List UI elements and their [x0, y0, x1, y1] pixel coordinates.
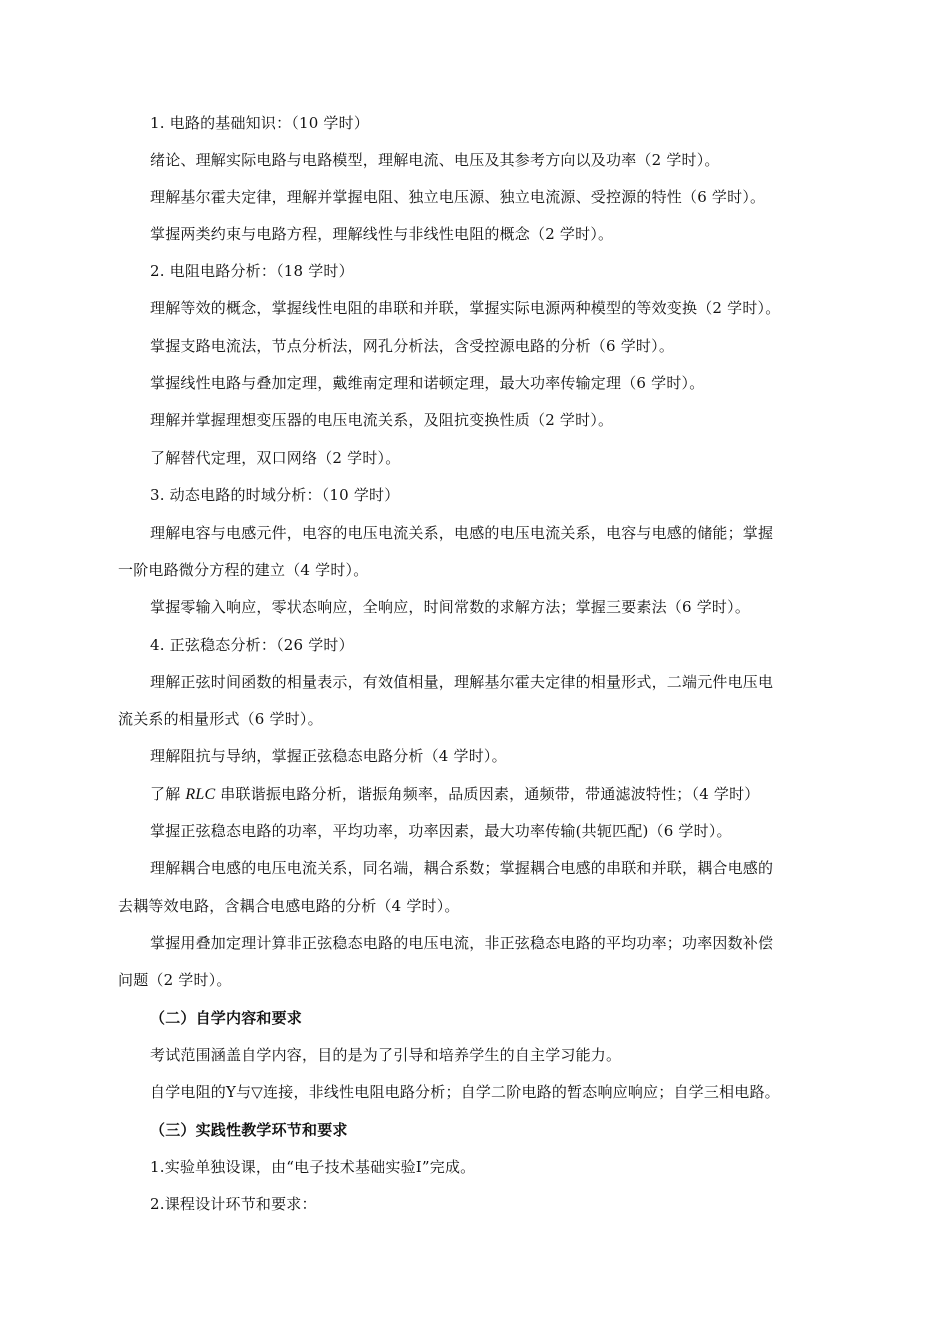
practice-heading: （三）实践性教学环节和要求 [150, 1121, 348, 1139]
section-2-title: 2. 电阻电路分析：（18 学时） [150, 262, 354, 280]
section-3-item: 理解电容与电感元件，电容的电压电流关系，电感的电压电流关系，电容与电感的储能；掌握 [150, 524, 774, 542]
rlc-term: RLC [185, 786, 216, 803]
section-2-item: 掌握线性电路与叠加定理，戴维南定理和诺顿定理，最大功率传输定理（6 学时）。 [150, 374, 705, 392]
self-study-heading: （二）自学内容和要求 [150, 1009, 303, 1027]
section-2-item: 理解等效的概念，掌握线性电阻的串联和并联，掌握实际电源两种模型的等效变换（2 学时）。 [150, 299, 781, 317]
section-4-item: 理解阻抗与导纳，掌握正弦稳态电路分析（4 学时）。 [150, 747, 507, 765]
section-4-item: 理解耦合电感的电压电流关系，同名端，耦合系数；掌握耦合电感的串联和并联，耦合电感的 [150, 859, 774, 877]
section-2-item: 掌握支路电流法，节点分析法，网孔分析法，含受控源电路的分析（6 学时）。 [150, 337, 675, 355]
section-1-item: 理解基尔霍夫定律，理解并掌握电阻、独立电压源、独立电流源、受控源的特性（6 学时）。 [150, 188, 766, 206]
section-4-item: 掌握正弦稳态电路的功率，平均功率，功率因素，最大功率传输(共轭匹配)（6 学时）。 [150, 822, 732, 840]
section-4-item-continuation: 流关系的相量形式（6 学时）。 [118, 710, 323, 728]
section-1-item: 绪论、理解实际电路与电路模型，理解电流、电压及其参考方向以及功率（2 学时）。 [150, 151, 720, 169]
section-4-item: 理解正弦时间函数的相量表示，有效值相量，理解基尔霍夫定律的相量形式，二端元件电压电 [150, 673, 774, 691]
section-1-item: 掌握两类约束与电路方程，理解线性与非线性电阻的概念（2 学时）。 [150, 225, 614, 243]
section-4-item: 掌握用叠加定理计算非正弦稳态电路的电压电流，非正弦稳态电路的平均功率；功率因数补偿 [150, 934, 774, 952]
rlc-prefix: 了解 [150, 785, 181, 803]
section-3-title: 3. 动态电路的时域分析：（10 学时） [150, 486, 400, 504]
section-2-item: 理解并掌握理想变压器的电压电流关系，及阻抗变换性质（2 学时）。 [150, 411, 614, 429]
section-1-title: 1. 电路的基础知识：（10 学时） [150, 114, 370, 132]
section-4-item-rlc [150, 784, 760, 805]
section-4-title: 4. 正弦稳态分析：（26 学时） [150, 636, 354, 654]
practice-item: 1.实验单独设课，由“电子技术基础实验Ⅰ”完成。 [150, 1158, 476, 1176]
section-3-item: 掌握零输入响应，零状态响应，全响应，时间常数的求解方法；掌握三要素法（6 学时）。 [150, 598, 751, 616]
section-2-item: 了解替代定理，双口网络（2 学时）。 [150, 449, 401, 467]
section-3-item-continuation: 一阶电路微分方程的建立（4 学时）。 [118, 561, 369, 579]
practice-item: 2.课程设计环节和要求： [150, 1195, 317, 1213]
section-4-item-continuation: 问题（2 学时）。 [118, 971, 232, 989]
section-4-item-continuation: 去耦等效电路，含耦合电感电路的分析（4 学时）。 [118, 897, 460, 915]
self-study-item: 自学电阻的Y与▽连接，非线性电阻电路分析；自学二阶电路的暂态响应响应；自学三相电路。 [150, 1083, 780, 1101]
rlc-rest: 串联谐振电路分析，谐振角频率，品质因素，通频带，带通滤波特性；（4 学时） [220, 785, 760, 803]
self-study-item: 考试范围涵盖自学内容，目的是为了引导和培养学生的自主学习能力。 [150, 1046, 622, 1064]
